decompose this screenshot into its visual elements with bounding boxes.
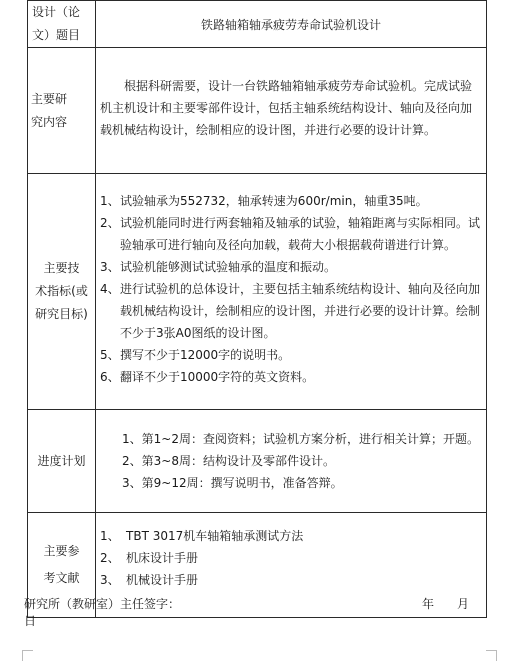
title-value: 铁路轴箱轴承疲劳寿命试验机设计 (96, 1, 487, 48)
tech-specs-row (28, 174, 487, 410)
title-row (28, 1, 487, 48)
list-item: 5、 撰写不少于12000字的说明书。 (100, 347, 291, 362)
list-item: 1、第1~2周：查阅资料；试验机方案分析，进行相关计算；开题。 (122, 432, 479, 446)
list-item: 2、 机床设计手册 (100, 551, 199, 565)
tech-specs-cell (96, 174, 487, 410)
schedule-label: 进度计划 (28, 410, 96, 513)
list-item: 6、 翻译不少于10000字符的英文资料。 (100, 369, 315, 384)
list-item: 3、 试验机能够测试试验轴承的温度和振动。 (100, 259, 337, 274)
signature-line (24, 596, 484, 628)
label-line: 考文献 (43, 571, 80, 585)
research-content-cell (96, 48, 487, 174)
label-line: 主要研 (31, 91, 68, 106)
signature-month: 月 (457, 597, 470, 611)
schedule-cell (96, 410, 487, 513)
signature-year: 年 (422, 597, 435, 611)
list-item: 3、 机械设计手册 (100, 573, 199, 587)
title-label: 设计（论文）题目 (28, 1, 96, 48)
schedule-row (28, 410, 487, 513)
list-item: 2、第3~8周：结构设计及零部件设计。 (122, 454, 335, 468)
list-item: 3、第9~12周：撰写说明书，准备答辩。 (122, 476, 343, 490)
crop-mark (22, 650, 33, 661)
label-line: 术指标(或 (35, 284, 88, 298)
label-line: 究内容 (31, 114, 68, 129)
research-content-label (28, 48, 96, 174)
tech-specs-list (100, 190, 482, 388)
signature-day: 日 (24, 614, 37, 628)
research-content-row (28, 48, 487, 174)
list-item: 4、 进行试验机的总体设计，主要包括主轴系统结构设计、轴向及径向加载机械结构设计，绘制相应的设计图，并进行必要的设计计算。绘制不少于3张A0图纸的设计图。 (100, 281, 481, 340)
crop-mark (486, 650, 497, 661)
references-list (100, 525, 482, 591)
label-line: 主要参 (43, 544, 80, 558)
schedule-list (100, 428, 482, 494)
label-line: 研究目标) (35, 307, 88, 321)
list-item: 2、 试验机能同时进行两套轴箱及轴承的试验，轴箱距离与实际相同。试验轴承可进行轴向及径向加载，载荷大小根据载荷谱进行计算。 (100, 215, 481, 252)
research-content-text: 根据科研需要，设计一台铁路轴箱轴承疲劳寿命试验机。完成试验机主机设计和主要零部件设计，包括主轴系统结构设计、轴向及径向加载机械结构设计，绘制相应的设计图，并进行必要的设计计算。 (100, 78, 473, 137)
signature-label: 研究所（教研室）主任签字： (24, 597, 181, 611)
list-item: 1、 TBT 3017机车轴箱轴承测试方法 (100, 529, 304, 543)
task-form-table (27, 0, 487, 618)
label-line: 主要技 (43, 261, 80, 275)
tech-specs-label (28, 174, 96, 410)
list-item: 1、 试验轴承为552732，轴承转速为600r/min，轴重35吨。 (100, 193, 428, 208)
